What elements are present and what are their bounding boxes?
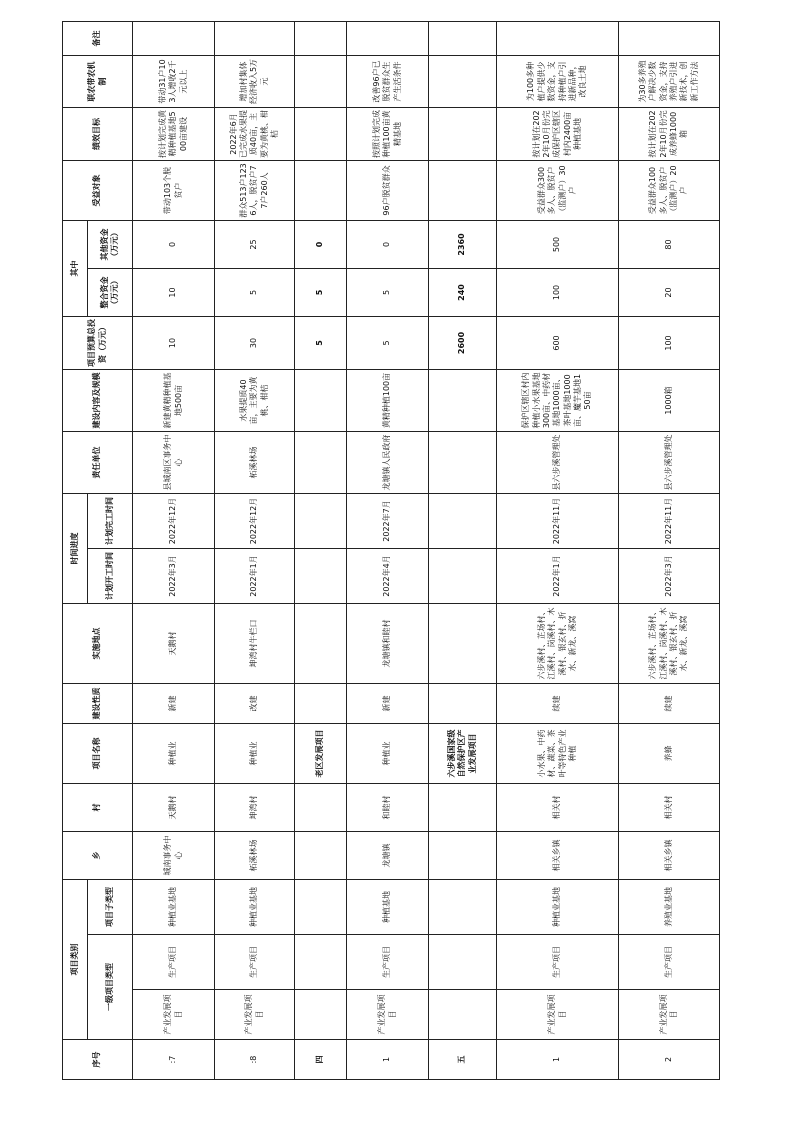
header-remark: 备注 xyxy=(63,21,133,55)
cell-location: 天鹅村 xyxy=(133,603,215,683)
cell-other: 500 xyxy=(497,220,619,268)
cell-remark xyxy=(133,21,215,55)
cell-target: 96户脱贫群众 xyxy=(347,160,429,220)
cell-level1: 产业发展项目 xyxy=(215,990,295,1040)
header-start: 计划开工时间 xyxy=(88,548,133,603)
cell-content: 黄精种植100亩 xyxy=(347,369,429,431)
cell-nature: 续建 xyxy=(497,683,619,723)
cell-name: 种植业 xyxy=(347,723,429,783)
cell-unit: 柘溪林场 xyxy=(215,431,295,493)
cell-other: 0 xyxy=(295,220,347,268)
header-end: 计划完工时间 xyxy=(88,493,133,548)
cell-location: 六步溪村、芷场村、江溪村、岗溪村、木溪村、银玄村、折水、新龙、溪窝 xyxy=(619,603,720,683)
cell-unit: 县六步溪管理处 xyxy=(497,431,619,493)
header-seq: 序号 xyxy=(63,1040,133,1080)
cell-township: 相关乡镇 xyxy=(619,831,720,879)
table-row xyxy=(347,21,429,1079)
cell-nature: 改建 xyxy=(215,683,295,723)
cell-township: 城南事务中心 xyxy=(133,831,215,879)
cell-budget: 10 xyxy=(133,316,215,369)
cell-target: 群众513户1236人，脱贫户77户260人 xyxy=(215,160,295,220)
cell-target: 带动103个脱贫户 xyxy=(133,160,215,220)
cell-budget: 5 xyxy=(347,316,429,369)
header-location: 实施地点 xyxy=(63,603,133,683)
cell-seq: 2 xyxy=(619,1040,720,1080)
table-row xyxy=(133,21,215,1079)
cell-location: 坤湾村牛栏口 xyxy=(215,603,295,683)
cell-end: 2022年12月 xyxy=(133,493,215,548)
header-township: 乡 xyxy=(63,831,133,879)
cell-level1: 产业发展项目 xyxy=(619,990,720,1040)
cell-remark xyxy=(347,21,429,55)
cell-other: 0 xyxy=(347,220,429,268)
header-level1: 一级项目类型 xyxy=(88,935,133,1040)
header-progress: 时间进度 xyxy=(63,493,88,603)
cell-nature: 新建 xyxy=(347,683,429,723)
cell-sub: 养殖业基地 xyxy=(619,879,720,934)
cell-township: 龙塘镇 xyxy=(347,831,429,879)
cell-seq: 四 xyxy=(295,1040,347,1080)
cell-start: 2022年1月 xyxy=(497,548,619,603)
cell-remark xyxy=(215,21,295,55)
header-among: 其中 xyxy=(63,220,88,316)
cell-other: 2360 xyxy=(429,220,497,268)
cell-start: 2022年1月 xyxy=(215,548,295,603)
cell-seq: 五 xyxy=(429,1040,497,1080)
cell-goal: 按计划在2022年10月份完成保护区辖区村内2400亩种植基地 xyxy=(497,107,619,160)
cell-integrated: 5 xyxy=(295,268,347,316)
cell-integrated: 100 xyxy=(497,268,619,316)
section-row xyxy=(295,21,347,1079)
header-category: 项目类别 xyxy=(63,879,88,1039)
cell-remark xyxy=(497,21,619,55)
cell-mechanism: 改善96户已脱贫群众生产生活条件 xyxy=(347,55,429,107)
cell-level2: 生产项目 xyxy=(619,935,720,990)
cell-end: 2022年11月 xyxy=(497,493,619,548)
cell-budget: 30 xyxy=(215,316,295,369)
cell-name: 六步溪国家级自然保护区产业发展项目 xyxy=(429,723,497,783)
cell-content: 新建黄精种植基地500亩 xyxy=(133,369,215,431)
header-other: 其他资金（万元） xyxy=(88,220,133,268)
cell-location: 六步溪村、芷场村、江溪村、岗溪村、木溪村、银玄村、折水、新龙、溪窝 xyxy=(497,603,619,683)
cell-mechanism: 为30多养殖户解决少数资金，支持养殖户引进新技术，创新工作方法 xyxy=(619,55,720,107)
project-table xyxy=(62,21,720,1080)
cell-nature: 续建 xyxy=(619,683,720,723)
cell-content: 保护区辖区村内种植小水果基地300亩、中药材基地1000亩、茶叶基地1000亩、魔芋基地150亩 xyxy=(497,369,619,431)
cell-integrated: 5 xyxy=(347,268,429,316)
cell-village: 天鹅村 xyxy=(133,783,215,831)
rotated-page xyxy=(62,30,719,1080)
cell-location: 龙塘镇和睦村 xyxy=(347,603,429,683)
cell-other: 80 xyxy=(619,220,720,268)
cell-level1: 产业发展项目 xyxy=(497,990,619,1040)
cell-start: 2022年3月 xyxy=(619,548,720,603)
cell-mechanism: 增加村集体经济收入5万元 xyxy=(215,55,295,107)
cell-name: 老区发展项目 xyxy=(295,723,347,783)
cell-target: 受益群众100多人、脱贫户（监测户）20户 xyxy=(619,160,720,220)
cell-level2: 生产项目 xyxy=(133,935,215,990)
cell-village: 和睦村 xyxy=(347,783,429,831)
cell-goal: 2022年6月已完成水果提质40亩，主要为黄桃、柑桔 xyxy=(215,107,295,160)
cell-seq: :8 xyxy=(215,1040,295,1080)
cell-start: 2022年3月 xyxy=(133,548,215,603)
cell-sub: 种植基地 xyxy=(347,879,429,934)
section-row xyxy=(429,21,497,1079)
cell-integrated: 10 xyxy=(133,268,215,316)
cell-name: 种植业 xyxy=(215,723,295,783)
cell-integrated: 240 xyxy=(429,268,497,316)
header-nature: 建设性质 xyxy=(63,683,133,723)
cell-village: 坤湾村 xyxy=(215,783,295,831)
cell-unit: 县六步溪管理处 xyxy=(619,431,720,493)
table-row xyxy=(215,21,295,1079)
header-target: 受益对象 xyxy=(63,160,133,220)
header-level2: 项目子类型 xyxy=(88,879,133,934)
header-budget: 项目预算总投资（万元） xyxy=(63,316,133,369)
cell-level2: 生产项目 xyxy=(215,935,295,990)
cell-mechanism: 为100多种植户提供少数资金，支持种植户引进新品种，改良土地 xyxy=(497,55,619,107)
cell-nature: 新建 xyxy=(133,683,215,723)
cell-start: 2022年4月 xyxy=(347,548,429,603)
cell-other: 25 xyxy=(215,220,295,268)
cell-remark xyxy=(619,21,720,55)
cell-seq: 1 xyxy=(347,1040,429,1080)
cell-budget: 600 xyxy=(497,316,619,369)
header-name: 项目名称 xyxy=(63,723,133,783)
header-integrated: 整合资金（万元） xyxy=(88,268,133,316)
cell-goal: 按计划在2022年10月份完成养蜂1000箱 xyxy=(619,107,720,160)
cell-end: 2022年12月 xyxy=(215,493,295,548)
cell-end: 2022年11月 xyxy=(619,493,720,548)
cell-sub: 种植业基地 xyxy=(133,879,215,934)
cell-budget: 100 xyxy=(619,316,720,369)
cell-level1: 产业发展项目 xyxy=(347,990,429,1040)
cell-budget: 5 xyxy=(295,316,347,369)
cell-content: 1000箱 xyxy=(619,369,720,431)
cell-unit: 龙塘镇人民政府 xyxy=(347,431,429,493)
cell-level1: 产业发展项目 xyxy=(133,990,215,1040)
cell-name: 小水果、中药材、蔬菜、茶叶等特色产业种植 xyxy=(497,723,619,783)
cell-village: 相关村 xyxy=(497,783,619,831)
cell-goal: 按照计划完成种植100亩黄精基地 xyxy=(347,107,429,160)
cell-village: 相关村 xyxy=(619,783,720,831)
cell-end: 2022年7月 xyxy=(347,493,429,548)
cell-name: 养蜂 xyxy=(619,723,720,783)
cell-mechanism: 带动31户103人增收2千元以上 xyxy=(133,55,215,107)
cell-integrated: 5 xyxy=(215,268,295,316)
cell-seq: 1 xyxy=(497,1040,619,1080)
cell-seq: :7 xyxy=(133,1040,215,1080)
cell-level2: 生产项目 xyxy=(497,935,619,990)
cell-level2: 生产项目 xyxy=(347,935,429,990)
cell-township: 柘溪林场 xyxy=(215,831,295,879)
cell-goal: 按计划完成黄精种植基地500亩建设 xyxy=(133,107,215,160)
cell-integrated: 20 xyxy=(619,268,720,316)
cell-target: 受益群众300多人、脱贫户（监测户）30户 xyxy=(497,160,619,220)
header-unit: 责任单位 xyxy=(63,431,133,493)
cell-sub: 种植业基地 xyxy=(215,879,295,934)
cell-other: 0 xyxy=(133,220,215,268)
header-goal: 绩效目标 xyxy=(63,107,133,160)
header-mechanism: 联农带农机制 xyxy=(63,55,133,107)
header-content: 建设内容及规模 xyxy=(63,369,133,431)
table-row xyxy=(497,21,619,1079)
cell-content: 水果提质40亩，主要为黄桃、柑桔 xyxy=(215,369,295,431)
table-row xyxy=(619,21,720,1079)
cell-budget: 2600 xyxy=(429,316,497,369)
header-village: 村 xyxy=(63,783,133,831)
cell-unit: 县城南区事务中心 xyxy=(133,431,215,493)
cell-township: 相关乡镇 xyxy=(497,831,619,879)
cell-sub: 种植业基地 xyxy=(497,879,619,934)
cell-name: 种植业 xyxy=(133,723,215,783)
